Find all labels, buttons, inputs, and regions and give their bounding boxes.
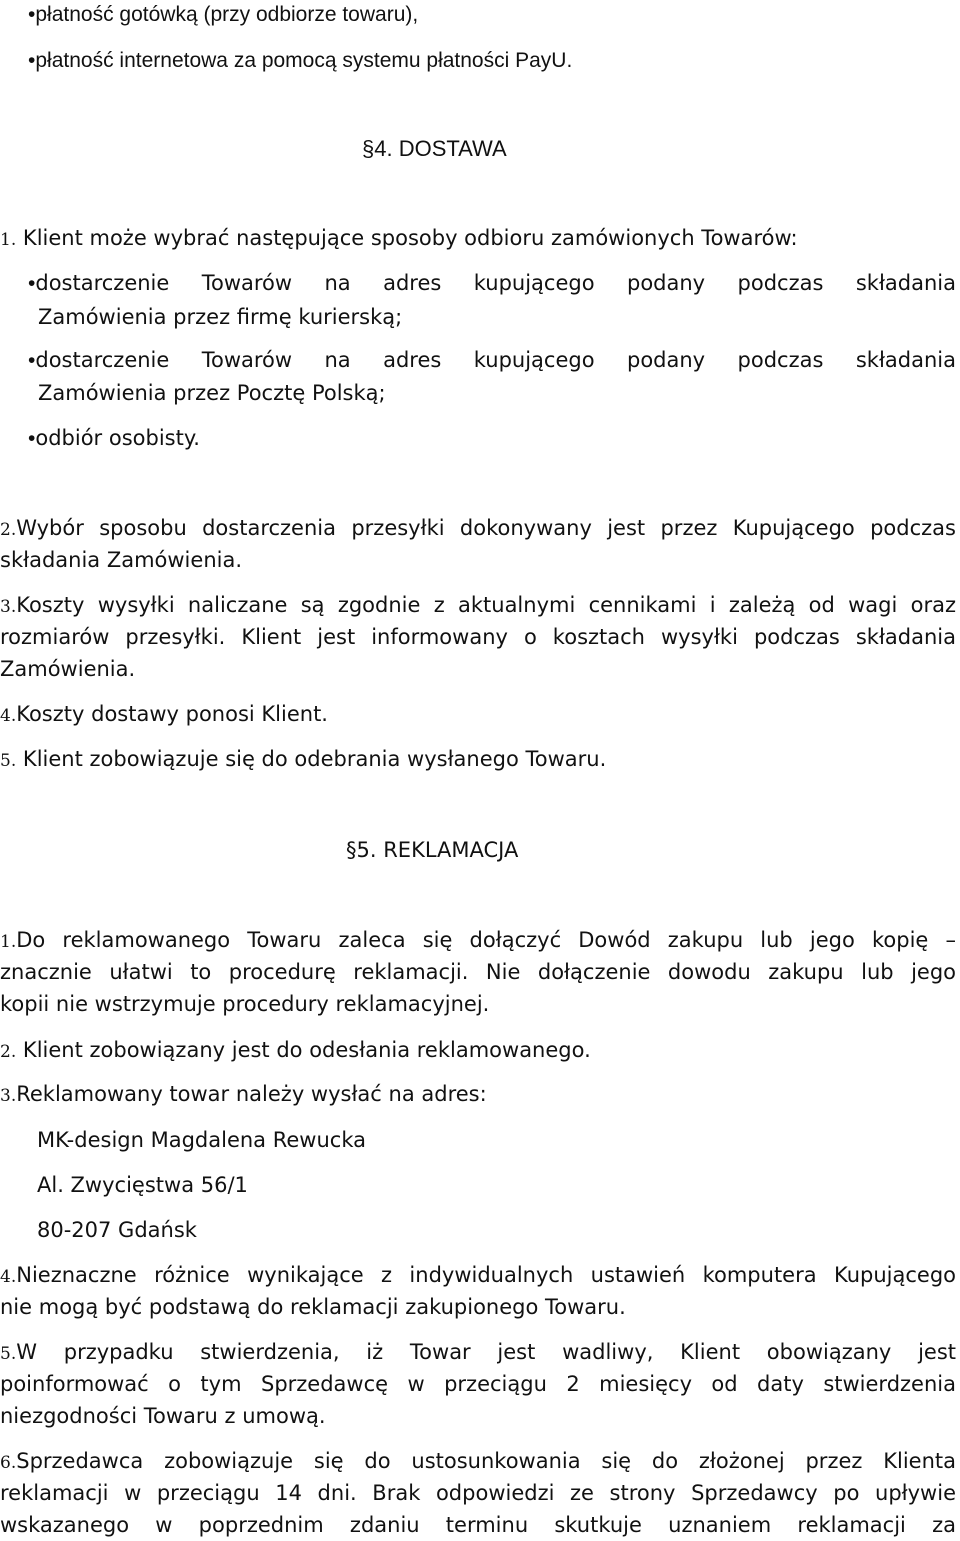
point-number: 5. [0, 1344, 17, 1364]
point-text: Nieznaczne różnice wynikające z indywidualnych ustawień komputera Kupującego [16, 1263, 956, 1287]
point-text: Do reklamowanego Towaru zaleca się dołączyć Dowód zakupu lub jego kopię – [16, 928, 956, 952]
option-text: odbiór osobisty. [35, 426, 200, 450]
point-text: Reklamowany towar należy wysłać na adres: [16, 1082, 487, 1106]
complaint-point-5-line3: niezgodności Towaru z umową. [0, 1404, 326, 1428]
complaint-point-1-line1 [0, 930, 956, 951]
payment-item-text: płatność gotówką (przy odbiorze towaru), [35, 3, 419, 26]
delivery-point-2-line2: składania Zamówienia. [0, 548, 243, 572]
section-heading-delivery: §4. DOSTAWA [362, 136, 507, 161]
payment-item: •płatność internetowa za pomocą systemu płatności PayU. [28, 49, 573, 72]
point-number: 1. [0, 932, 17, 952]
bullet: • [28, 349, 36, 372]
address-line-street: Al. Zwycięstwa 56/1 [37, 1173, 248, 1197]
delivery-point-4 [0, 704, 328, 725]
option-text: dostarczenie Towarów na adres kupującego podany podczas składania [35, 348, 956, 372]
delivery-point-3-line1 [0, 595, 956, 616]
section-heading-complaints: §5. REKLAMACJA [346, 838, 519, 862]
point-text: Wybór sposobu dostarczenia przesyłki dokonywany jest przez Kupującego podczas [16, 516, 956, 540]
complaint-point-2 [0, 1040, 591, 1061]
complaint-point-4-line2: nie mogą być podstawą do reklamacji zakupionego Towaru. [0, 1295, 626, 1319]
delivery-option-3 [28, 428, 200, 449]
bullet: • [28, 272, 36, 295]
complaint-point-4-line1 [0, 1265, 956, 1286]
point-number: 4. [0, 1267, 17, 1287]
point-number: 3. [0, 597, 17, 617]
delivery-option-2-line2: Zamówienia przez Pocztę Polską; [38, 381, 386, 405]
payment-item-text: płatność internetowa za pomocą systemu płatności PayU. [35, 49, 573, 72]
complaint-point-5-line1 [0, 1342, 956, 1363]
delivery-point-5 [0, 749, 606, 770]
point-number: 2. [0, 1042, 17, 1062]
delivery-option-2-line1 [28, 350, 956, 371]
point-text: Koszty dostawy ponosi Klient. [16, 702, 328, 726]
payment-item: •płatność gotówką (przy odbiorze towaru), [28, 3, 419, 26]
point-text: W przypadku stwierdzenia, iż Towar jest wadliwy, Klient obowiązany jest [16, 1340, 956, 1364]
point-text: Klient może wybrać następujące sposoby odbioru zamówionych Towarów: [22, 226, 798, 250]
delivery-option-1-line1 [28, 273, 956, 294]
point-number: 6. [0, 1453, 17, 1473]
bullet: • [28, 427, 36, 450]
point-text: Sprzedawca zobowiązuje się do ustosunkowania się do złożonej przez Klienta [16, 1449, 956, 1473]
option-text: dostarczenie Towarów na adres kupującego podany podczas składania [35, 271, 956, 295]
delivery-point-2-line1 [0, 518, 956, 539]
point-number: 4. [0, 706, 17, 726]
complaint-point-6-line2: reklamacji w przeciągu 14 dni. Brak odpowiedzi ze strony Sprzedawcy po upływie [0, 1481, 956, 1505]
point-number: 3. [0, 1086, 17, 1106]
complaint-point-6-line1 [0, 1451, 956, 1472]
delivery-option-1-line2: Zamówienia przez firmę kurierską; [38, 305, 403, 329]
point-text: Klient zobowiązany jest do odesłania reklamowanego. [22, 1038, 591, 1062]
point-number: 1. [0, 230, 17, 250]
complaint-point-1-line2: znacznie ułatwi to procedurę reklamacji. Nie dołączenie dowodu zakupu lub jego [0, 960, 956, 984]
complaint-point-1-line3: kopii nie wstrzymuje procedury reklamacyjnej. [0, 992, 490, 1016]
delivery-point-1 [0, 228, 798, 249]
point-text: Klient zobowiązuje się do odebrania wysłanego Towaru. [22, 747, 607, 771]
delivery-point-3-line2: rozmiarów przesyłki. Klient jest informowany o kosztach wysyłki podczas składania [0, 625, 956, 649]
delivery-point-3-line3: Zamówienia. [0, 657, 136, 681]
point-text: Koszty wysyłki naliczane są zgodnie z aktualnymi cennikami i zależą od wagi oraz [16, 593, 956, 617]
complaint-point-3 [0, 1084, 487, 1105]
point-number: 5. [0, 751, 17, 771]
point-number: 2. [0, 520, 17, 540]
complaint-point-5-line2: poinformować o tym Sprzedawcę w przeciągu 2 miesięcy od daty stwierdzenia [0, 1372, 956, 1396]
complaint-point-6-line3: wskazanego w poprzednim zdaniu terminu skutkuje uznaniem reklamacji za [0, 1513, 956, 1537]
address-line-city: 80-207 Gdańsk [37, 1218, 197, 1242]
address-line-name: MK-design Magdalena Rewucka [37, 1128, 366, 1152]
